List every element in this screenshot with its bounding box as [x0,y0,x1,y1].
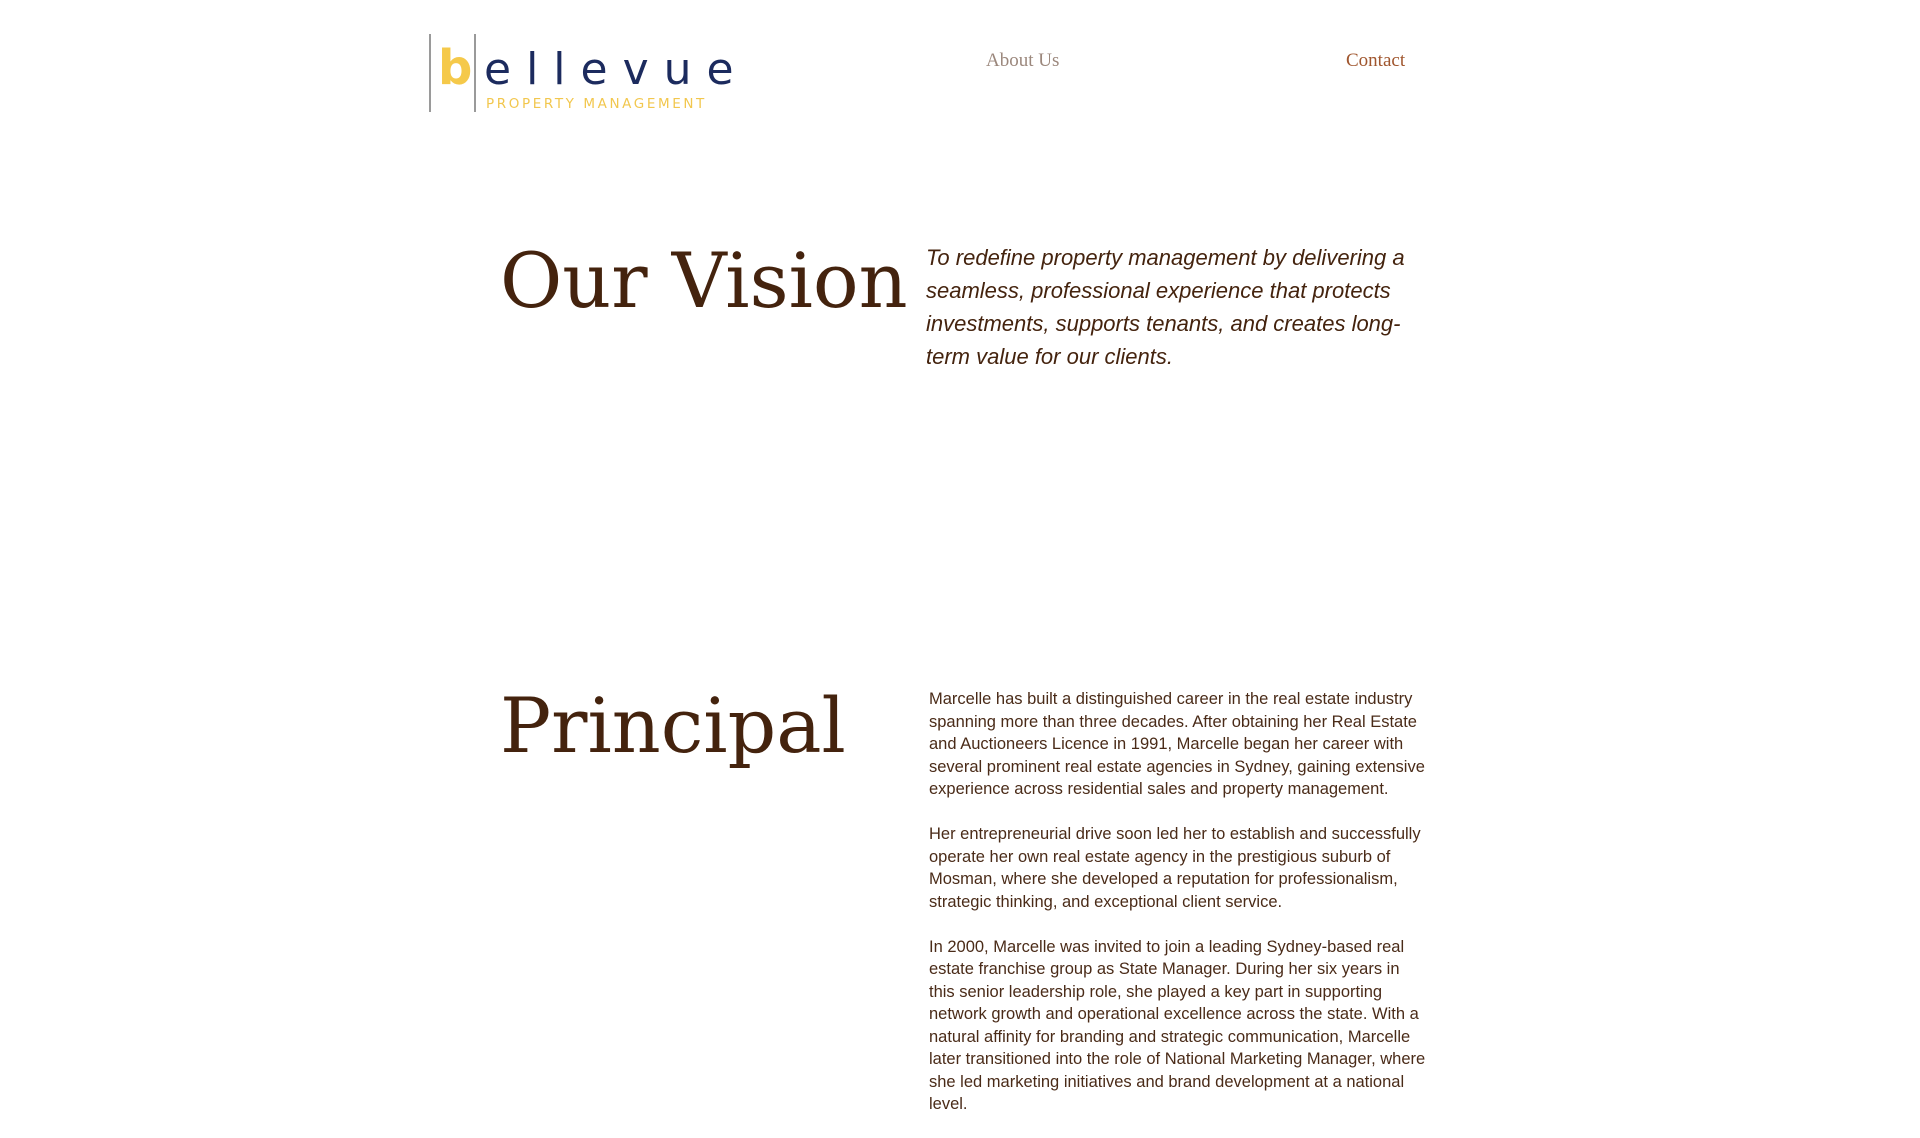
principal-bio [929,688,1429,1138]
logo-b-letter: b [438,40,473,96]
bio-paragraph-3: In 2000, Marcelle was invited to join a leading Sydney-based real estate franchise group as State Manager. During her six years in this senior leadership role, she played a key part in supporting network growth and operational excellence across the state. With a natural affinity for branding and strategic communication, Marcelle later transitioned into the role of National Marketing Manager, where she led marketing initiatives and brand development at a national level. [929,937,1426,1113]
bio-paragraph-2: Her entrepreneurial drive soon led her to establish and successfully operate her own real estate agency in the prestigious suburb of Mosman, where she developed a reputation for professionalism, strategic thinking, and exceptional client service. [929,825,1421,911]
nav-link-about-us[interactable]: About Us [986,50,1060,71]
nav-link-contact[interactable]: Contact [1346,50,1406,71]
logo-tagline: PROPERTY MANAGEMENT [486,96,707,112]
vision-heading: Our Vision [500,236,908,325]
bellevue-logo[interactable] [428,34,749,114]
vision-statement: To redefine property management by delivering a seamless, professional experience that protects investments, supports tenants, and creates long-term value for our clients. [926,245,1405,369]
logo-divider-left [429,34,431,112]
logo-wordmark: ellevue [484,44,749,95]
logo-divider-right [474,34,476,112]
bio-paragraph-1: Marcelle has built a distinguished career in the real estate industry spanning more than three decades. After obtaining her Real Estate and Auctioneers Licence in 1991, Marcelle began her career with several prominent real estate agencies in Sydney, gaining extensive experience across residential sales and property management. [929,690,1425,798]
principal-heading: Principal [500,681,846,770]
